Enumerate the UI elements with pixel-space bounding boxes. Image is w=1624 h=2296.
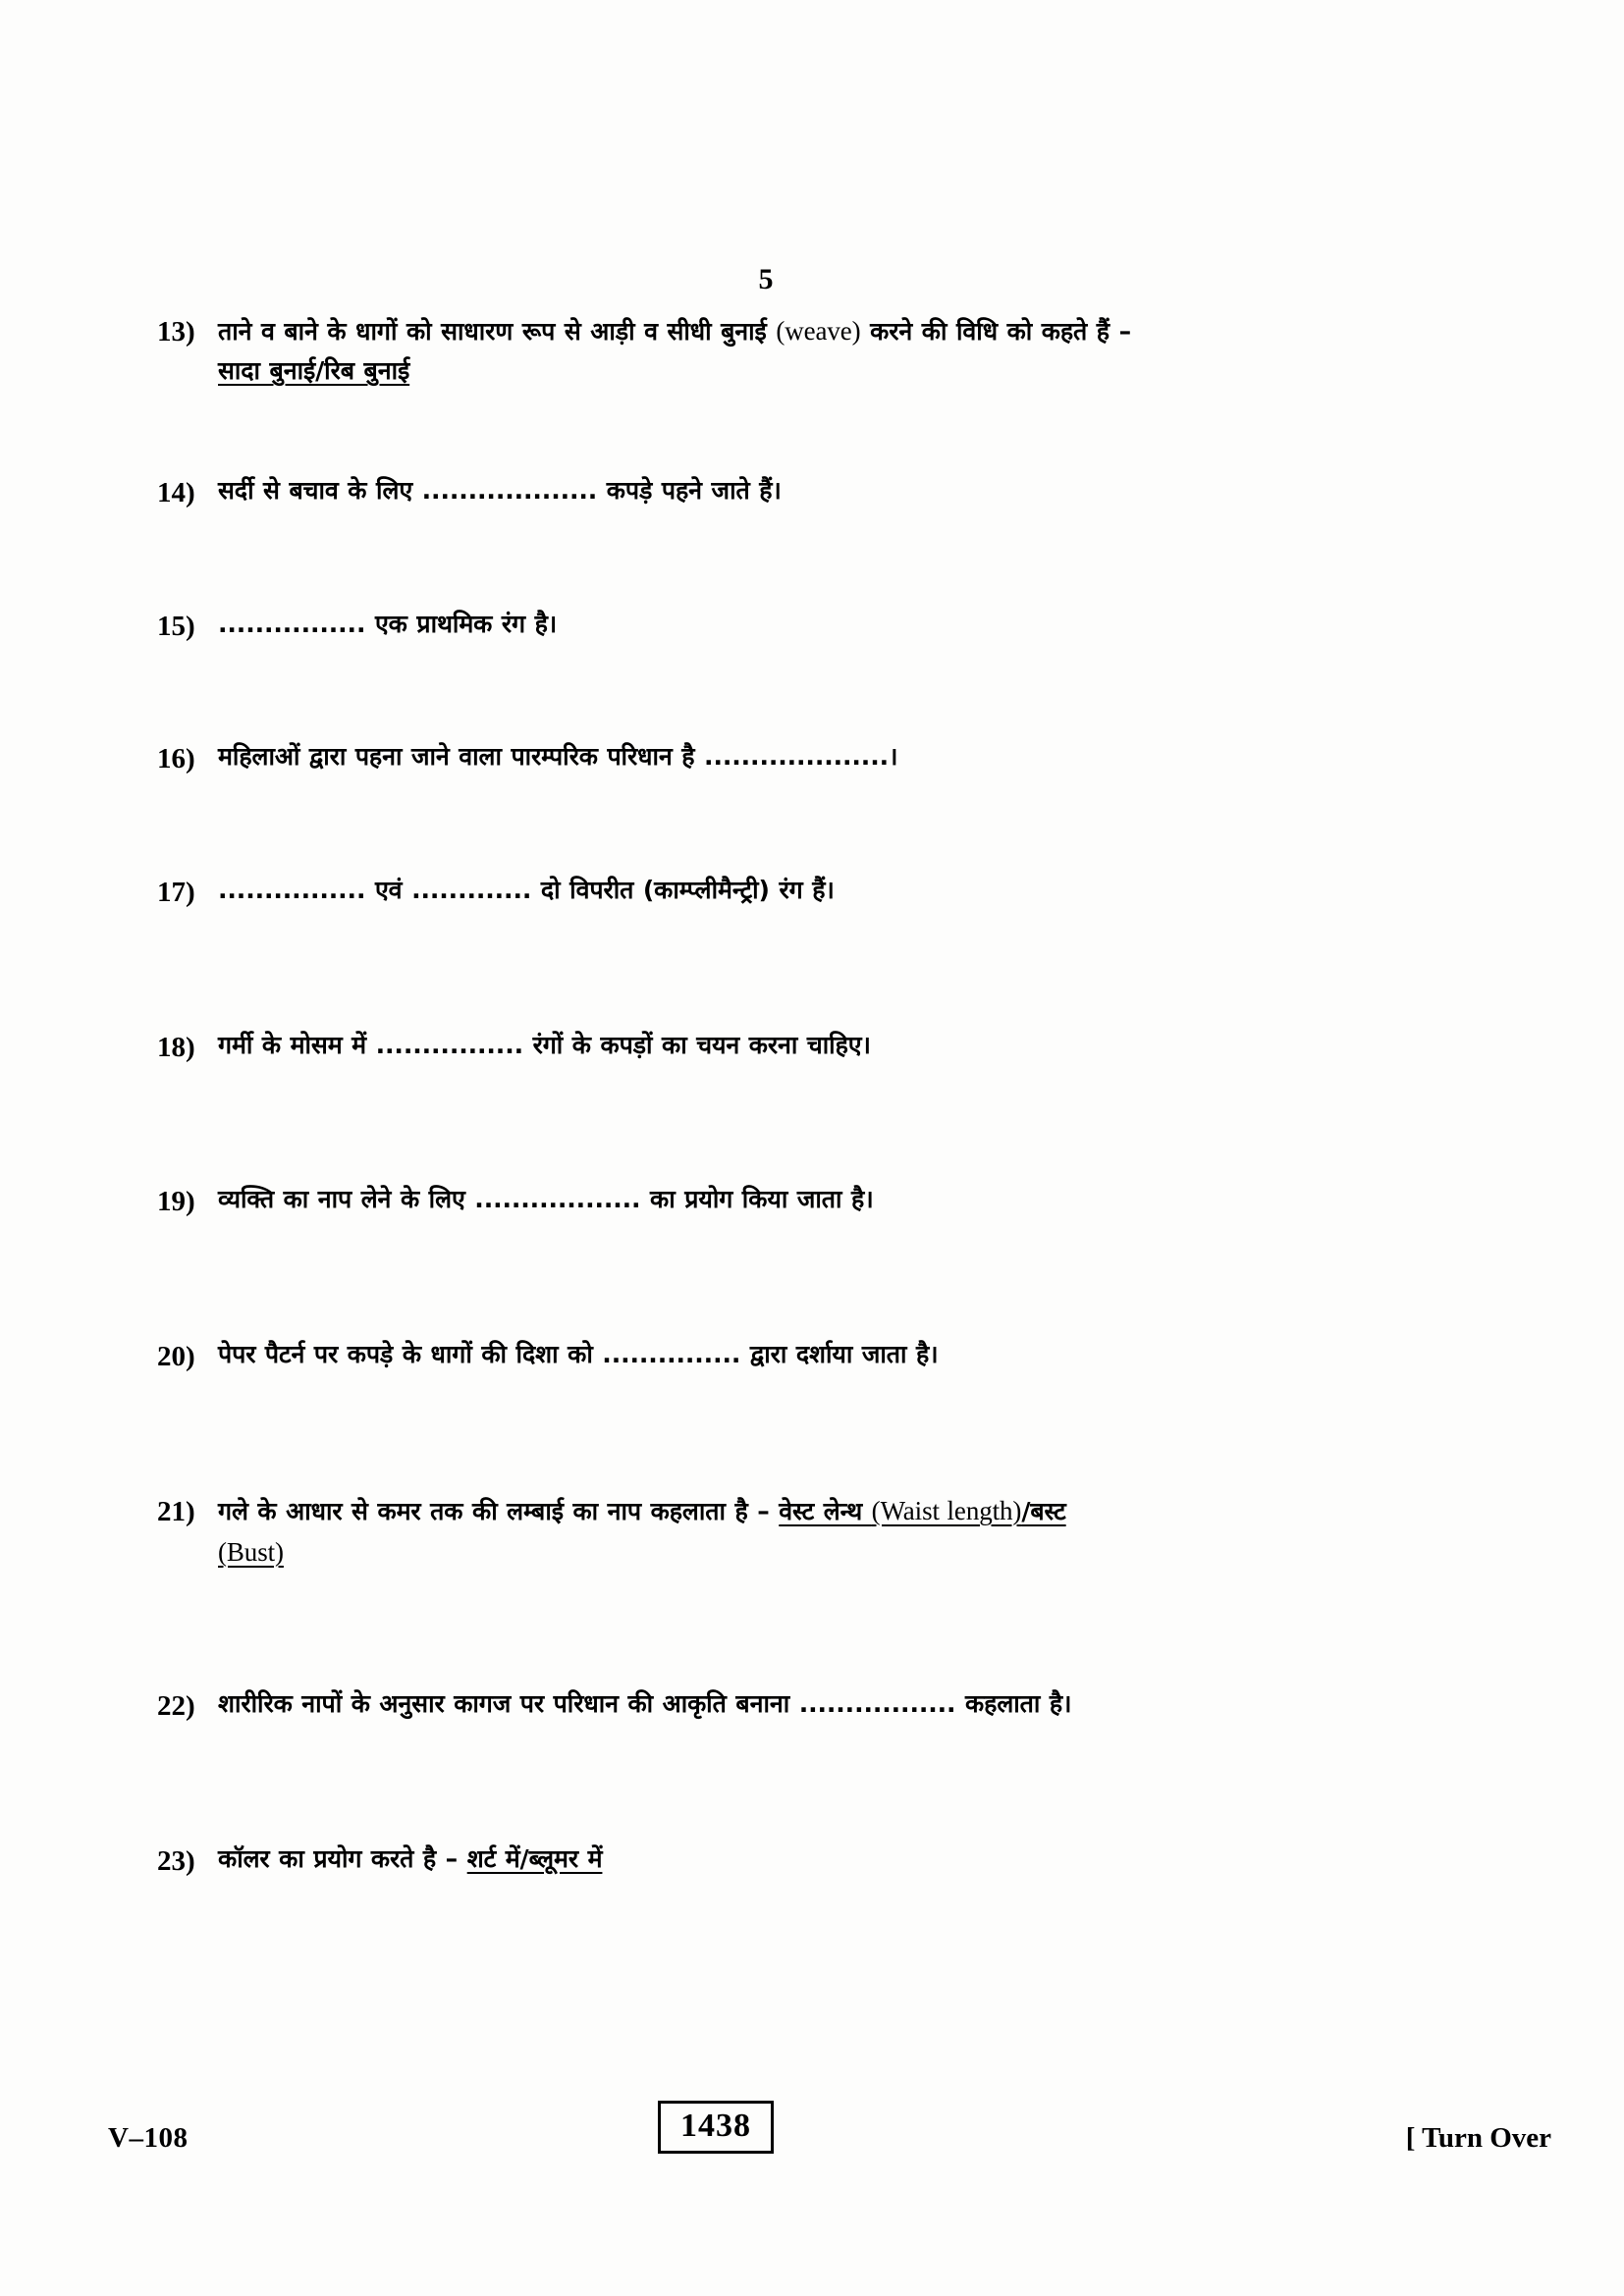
question-21-answer-option-hindi: वेस्ट लेन्थ xyxy=(779,1496,872,1525)
question-number-13: 13) xyxy=(157,316,195,347)
page-footer xyxy=(108,2101,1551,2179)
question-23-answer-options: शर्ट में/ब्लूमर में xyxy=(466,1843,603,1873)
question-text-15: ................ एक प्राथमिक रंग है। xyxy=(218,609,558,638)
page-content-area xyxy=(108,0,1551,2296)
spacer xyxy=(157,1571,1522,1686)
question-number-23: 23) xyxy=(157,1844,195,1877)
spacer xyxy=(157,512,1522,607)
question-item-23 xyxy=(157,1842,1522,1881)
serial-number-box: 1438 xyxy=(658,2101,774,2154)
question-item-18 xyxy=(157,1028,1522,1067)
question-text-13 xyxy=(218,312,1522,389)
question-21-text-part1: गले के आधार से कमर तक की लम्बाई का नाप कहलाता है – xyxy=(218,1496,780,1525)
question-item-15 xyxy=(157,607,1522,646)
question-item-22 xyxy=(157,1686,1522,1726)
paper-code: V–108 xyxy=(108,2122,189,2154)
question-23-text-part1: कॉलर का प्रयोग करते है – xyxy=(218,1843,467,1873)
question-number-15: 15) xyxy=(157,610,195,642)
question-text-20: पेपर पैटर्न पर कपड़े के धागों की दिशा को ............... द्वारा दर्शाया जाता है। xyxy=(218,1339,939,1368)
question-21-answer-option-bust: (Bust) xyxy=(218,1536,284,1567)
question-13-text-part1: ताने व बाने के धागों को साधारण रूप से आड़ी व सीधी बुनाई xyxy=(218,317,777,346)
spacer xyxy=(157,389,1522,473)
question-number-14: 14) xyxy=(157,476,195,508)
question-item-20 xyxy=(157,1337,1522,1376)
page-number: 5 xyxy=(758,263,774,295)
question-item-14 xyxy=(157,473,1522,512)
question-text-19: व्यक्ति का नाप लेने के लिए .................. का प्रयोग किया जाता है। xyxy=(218,1185,874,1214)
spacer xyxy=(157,1066,1522,1182)
question-13-text-part2: करने की विधि को कहते हैं – xyxy=(860,317,1131,346)
question-number-21: 21) xyxy=(157,1495,195,1527)
question-number-16: 16) xyxy=(157,743,195,775)
question-text-14: सर्दी से बचाव के लिए ................... कपड़े पहने जाते हैं। xyxy=(218,475,782,505)
turn-over-note: [ Turn Over xyxy=(1405,2122,1551,2154)
question-item-19 xyxy=(157,1182,1522,1221)
spacer xyxy=(157,778,1522,873)
question-item-21 xyxy=(157,1492,1522,1572)
question-number-17: 17) xyxy=(157,876,195,908)
question-number-22: 22) xyxy=(157,1690,195,1723)
spacer xyxy=(157,1726,1522,1842)
question-13-latin-term: (weave) xyxy=(776,316,861,346)
spacer xyxy=(157,1221,1522,1337)
question-item-16 xyxy=(157,739,1522,778)
question-text-23 xyxy=(218,1842,1522,1877)
question-text-16: महिलाओं द्वारा पहना जाने वाला पारम्परिक परिधान है ....................। xyxy=(218,742,898,772)
question-13-answer-options: सादा बुनाई/रिब बुनाई xyxy=(218,356,410,386)
question-item-17 xyxy=(157,873,1522,912)
question-21-answer-option-latin: (Waist length) xyxy=(871,1495,1022,1525)
question-text-18: गर्मी के मोसम में ................ रंगों के कपड़ों का चयन करना चाहिए। xyxy=(218,1030,871,1059)
spacer xyxy=(157,1376,1522,1492)
question-text-21 xyxy=(218,1492,1522,1572)
question-number-20: 20) xyxy=(157,1340,195,1372)
spacer xyxy=(157,645,1522,739)
question-text-17: ................ एवं ............. दो विपरीत (काम्प्लीमैन्ट्री) रंग हैं। xyxy=(218,875,835,904)
question-21-answer-option-hindi-2: /बस्ट xyxy=(1021,1496,1066,1525)
question-text-22: शारीरिक नापों के अनुसार कागज पर परिधान की आकृति बनाना ................. कहलाता है। xyxy=(218,1689,1072,1719)
spacer xyxy=(157,912,1522,1028)
question-item-13 xyxy=(157,312,1522,389)
question-number-19: 19) xyxy=(157,1186,195,1218)
question-number-18: 18) xyxy=(157,1031,195,1063)
question-list xyxy=(157,312,1522,1881)
